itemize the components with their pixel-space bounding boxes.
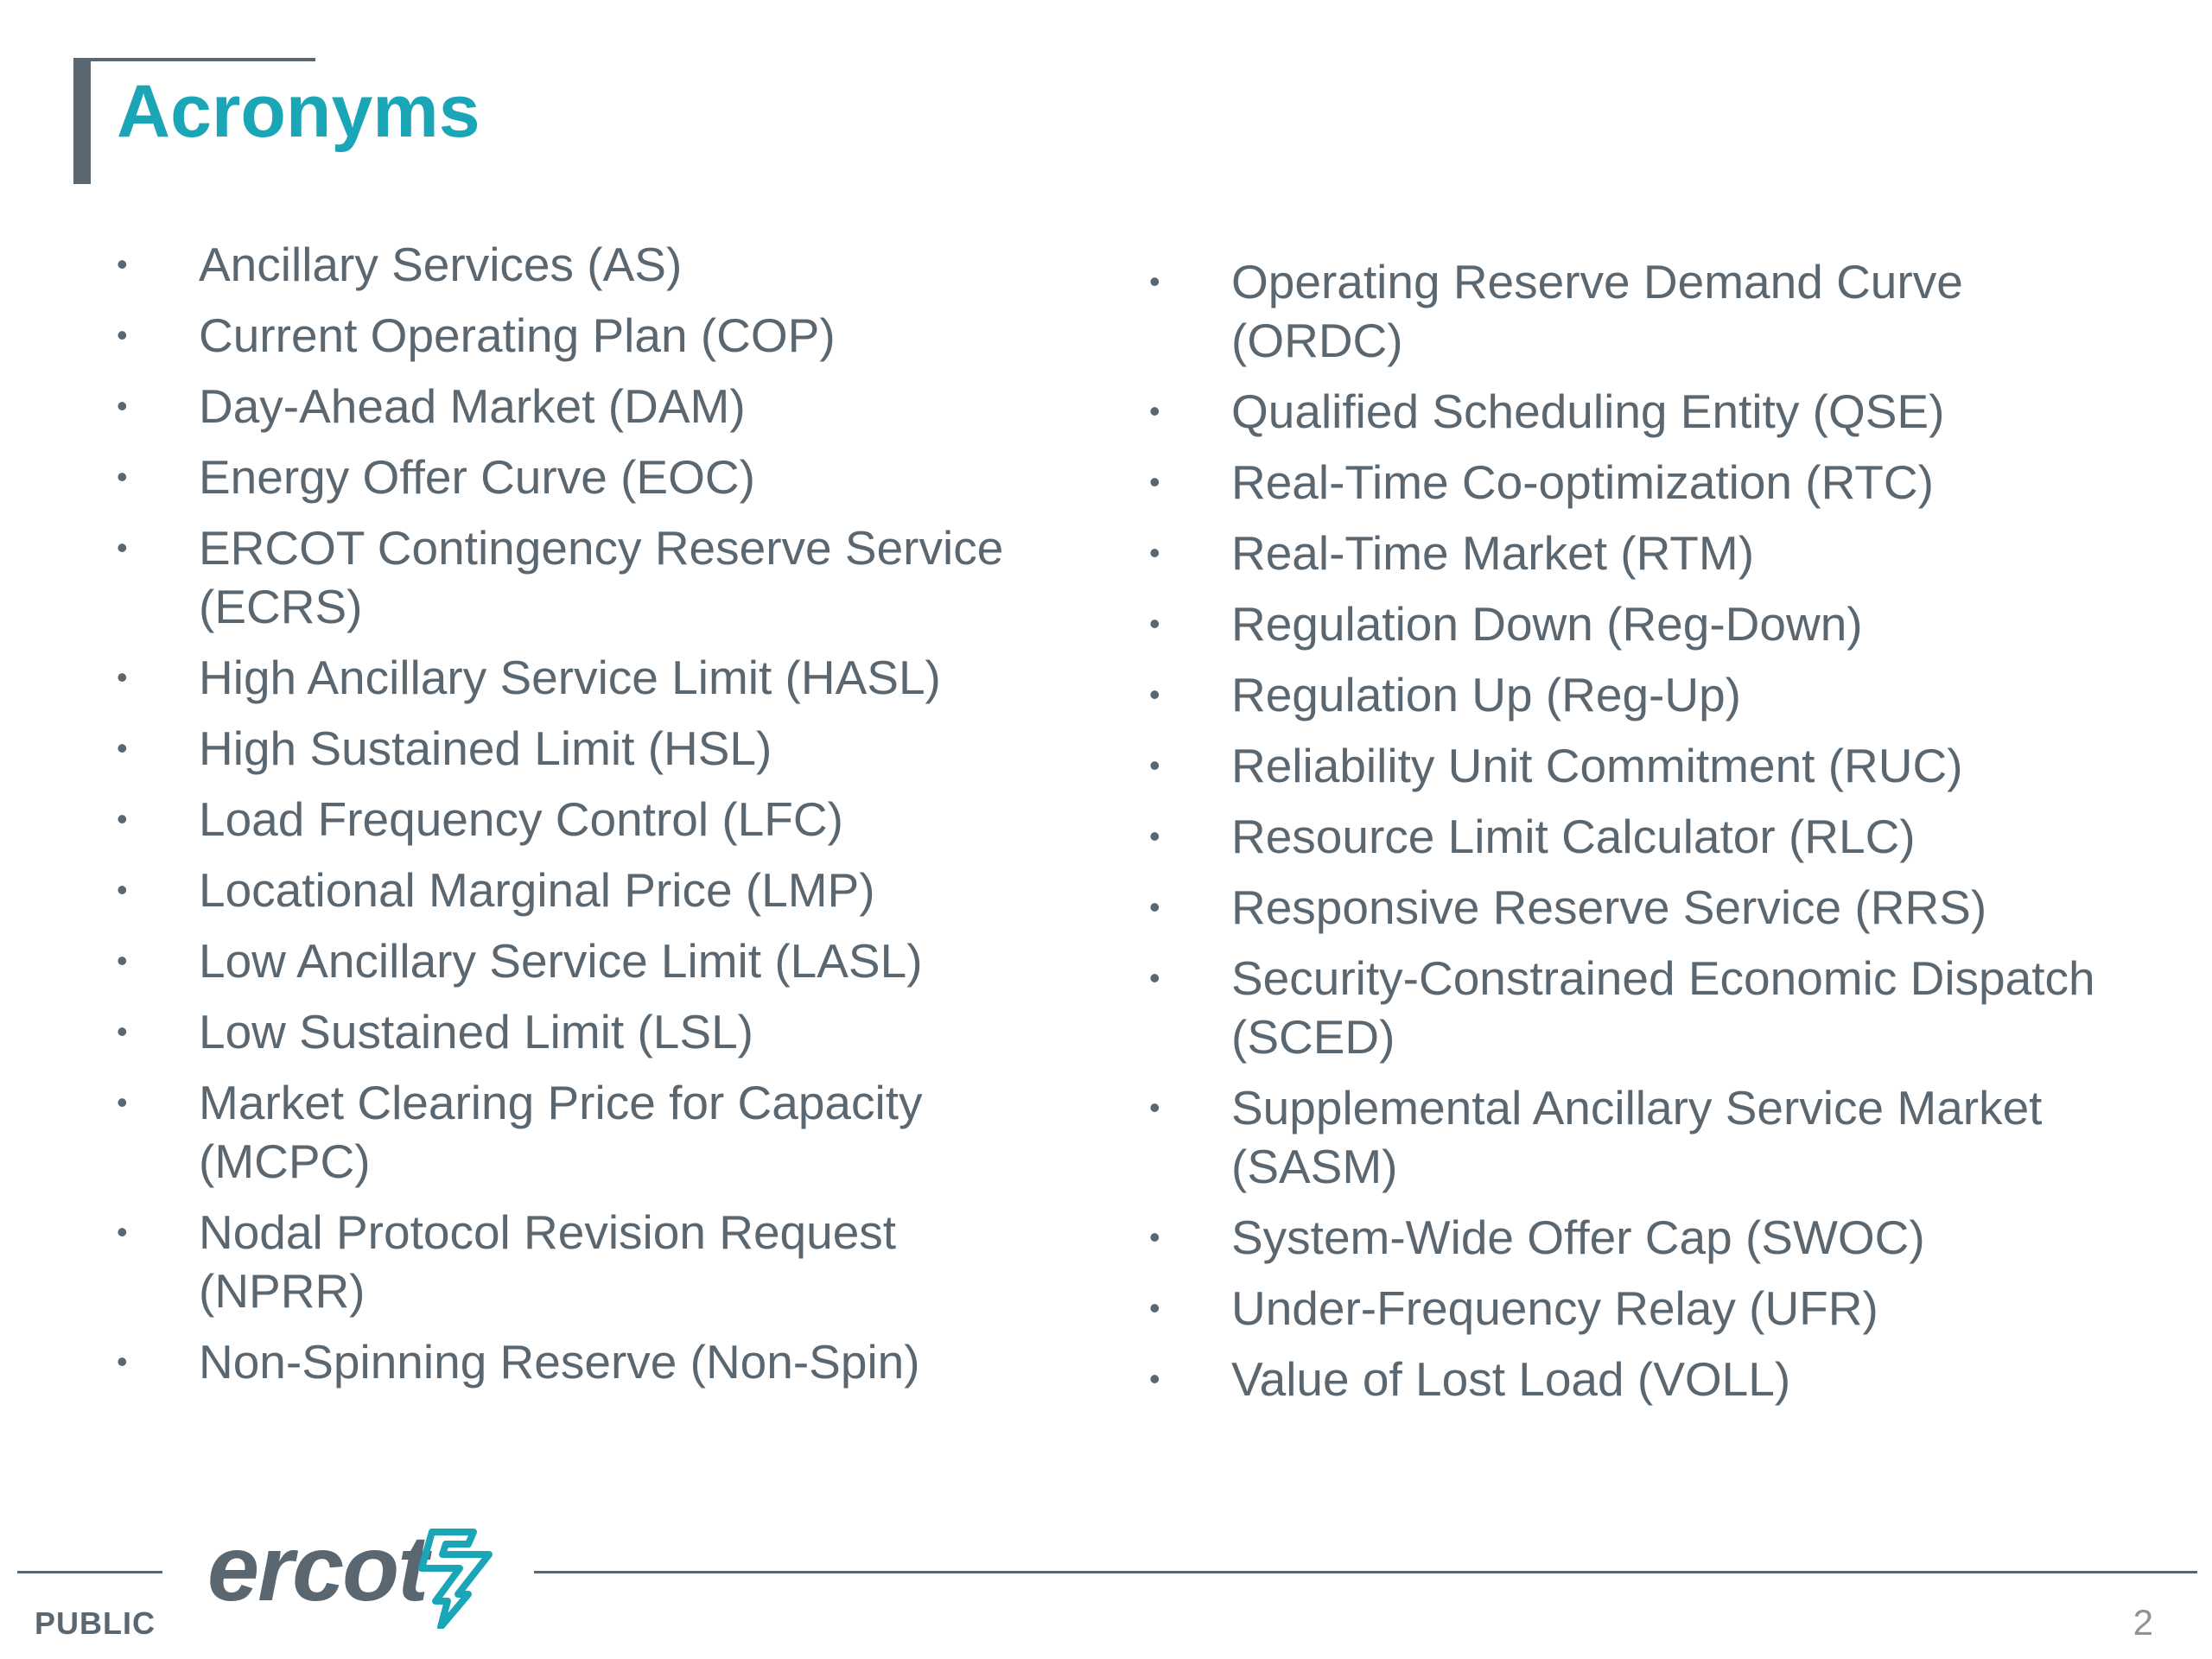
title-accent-bar <box>73 58 91 184</box>
acronym-item <box>1149 252 2100 370</box>
bullet-icon: • <box>117 1214 128 1249</box>
acronym-text: Under-Frequency Relay (UFR) <box>1231 1281 1878 1335</box>
acronym-text: Reliability Unit Commitment (RUC) <box>1231 739 1963 792</box>
acronym-text: Day-Ahead Market (DAM) <box>199 379 746 433</box>
acronym-text: System-Wide Offer Cap (SWOC) <box>1231 1211 1925 1264</box>
bullet-icon: • <box>1149 889 1160 925</box>
acronym-item <box>117 648 1050 707</box>
footer-rule-left <box>17 1571 162 1573</box>
bullet-icon: • <box>1149 1361 1160 1396</box>
acronym-text: Resource Limit Calculator (RLC) <box>1231 810 1916 863</box>
acronym-list-left <box>117 235 1050 1403</box>
acronym-text: ERCOT Contingency Reserve Service (ECRS) <box>199 521 1004 633</box>
bullet-icon: • <box>117 1344 128 1379</box>
acronym-text: Market Clearing Price for Capacity (MCPC) <box>199 1076 923 1188</box>
bullet-icon: • <box>1149 393 1160 429</box>
acronym-text: Low Ancillary Service Limit (LASL) <box>199 934 923 988</box>
acronym-item <box>1149 453 2100 512</box>
acronym-item <box>117 1332 1050 1391</box>
classification-label: PUBLIC <box>35 1605 156 1641</box>
acronym-text: Real-Time Market (RTM) <box>1231 526 1755 580</box>
acronym-item <box>117 518 1050 636</box>
bullet-icon: • <box>1149 1290 1160 1325</box>
bullet-icon: • <box>117 530 128 565</box>
acronym-text: Qualified Scheduling Entity (QSE) <box>1231 385 1945 438</box>
bullet-icon: • <box>1149 1090 1160 1125</box>
acronym-item <box>1149 1350 2100 1408</box>
bullet-icon: • <box>117 317 128 353</box>
acronym-item <box>1149 382 2100 441</box>
bullet-icon: • <box>1149 264 1160 299</box>
acronym-item <box>117 377 1050 435</box>
acronym-item <box>1149 1279 2100 1338</box>
page-number: 2 <box>2133 1602 2153 1643</box>
ercot-lightning-mark-icon <box>406 1525 501 1629</box>
bullet-icon: • <box>1149 464 1160 499</box>
acronym-item <box>1149 1208 2100 1267</box>
logo-wordmark: ercot <box>207 1516 428 1620</box>
bullet-icon: • <box>117 730 128 766</box>
bullet-icon: • <box>117 1014 128 1049</box>
slide-title: Acronyms <box>117 70 480 153</box>
acronym-text: Value of Lost Load (VOLL) <box>1231 1352 1791 1406</box>
acronym-text: High Ancillary Service Limit (HASL) <box>199 651 941 704</box>
acronym-text: Load Frequency Control (LFC) <box>199 792 843 846</box>
title-accent-rule <box>73 58 315 61</box>
bullet-icon: • <box>1149 747 1160 783</box>
acronym-item <box>117 1002 1050 1061</box>
ercot-logo <box>207 1516 501 1629</box>
bullet-icon: • <box>1149 960 1160 995</box>
acronym-item <box>1149 1078 2100 1196</box>
acronym-item <box>1149 524 2100 582</box>
acronym-item <box>117 306 1050 365</box>
footer-rule-right <box>534 1571 2197 1573</box>
acronym-item <box>1149 665 2100 724</box>
acronym-item <box>1149 807 2100 866</box>
acronym-text: Nodal Protocol Revision Request (NPRR) <box>199 1205 897 1318</box>
acronym-text: Regulation Up (Reg-Up) <box>1231 668 1741 721</box>
acronym-list-right <box>1149 252 2100 1421</box>
acronym-text: Non-Spinning Reserve (Non-Spin) <box>199 1335 920 1389</box>
bullet-icon: • <box>1149 1219 1160 1255</box>
bullet-icon: • <box>1149 818 1160 854</box>
bullet-icon: • <box>117 388 128 423</box>
acronym-item <box>117 861 1050 919</box>
bullet-icon: • <box>1149 677 1160 712</box>
acronym-item <box>117 1073 1050 1191</box>
bullet-icon: • <box>1149 535 1160 570</box>
acronym-text: Regulation Down (Reg-Down) <box>1231 597 1863 651</box>
acronym-text: Locational Marginal Price (LMP) <box>199 863 875 917</box>
bullet-icon: • <box>117 659 128 695</box>
acronym-text: High Sustained Limit (HSL) <box>199 721 772 775</box>
acronym-text: Security-Constrained Economic Dispatch (SCED) <box>1231 951 2095 1064</box>
acronym-item <box>1149 878 2100 937</box>
acronym-text: Operating Reserve Demand Curve (ORDC) <box>1231 255 1963 367</box>
acronym-item <box>117 719 1050 778</box>
acronym-text: Supplemental Ancillary Service Market (SASM) <box>1231 1081 2043 1193</box>
acronym-item <box>117 1203 1050 1320</box>
bullet-icon: • <box>117 459 128 494</box>
acronym-item <box>117 235 1050 294</box>
acronym-item <box>117 448 1050 506</box>
bullet-icon: • <box>117 872 128 907</box>
acronym-text: Energy Offer Curve (EOC) <box>199 450 755 504</box>
bullet-icon: • <box>117 801 128 836</box>
acronym-text: Ancillary Services (AS) <box>199 238 683 291</box>
bullet-icon: • <box>117 943 128 978</box>
acronym-item <box>1149 949 2100 1066</box>
acronym-item <box>117 931 1050 990</box>
bullet-icon: • <box>1149 606 1160 641</box>
bullet-icon: • <box>117 246 128 282</box>
acronym-text: Low Sustained Limit (LSL) <box>199 1005 753 1058</box>
bullet-icon: • <box>117 1084 128 1120</box>
acronym-item <box>117 790 1050 849</box>
acronym-text: Real-Time Co-optimization (RTC) <box>1231 455 1934 509</box>
acronym-item <box>1149 594 2100 653</box>
acronym-text: Current Operating Plan (COP) <box>199 308 836 362</box>
acronym-item <box>1149 736 2100 795</box>
acronym-text: Responsive Reserve Service (RRS) <box>1231 880 1987 934</box>
